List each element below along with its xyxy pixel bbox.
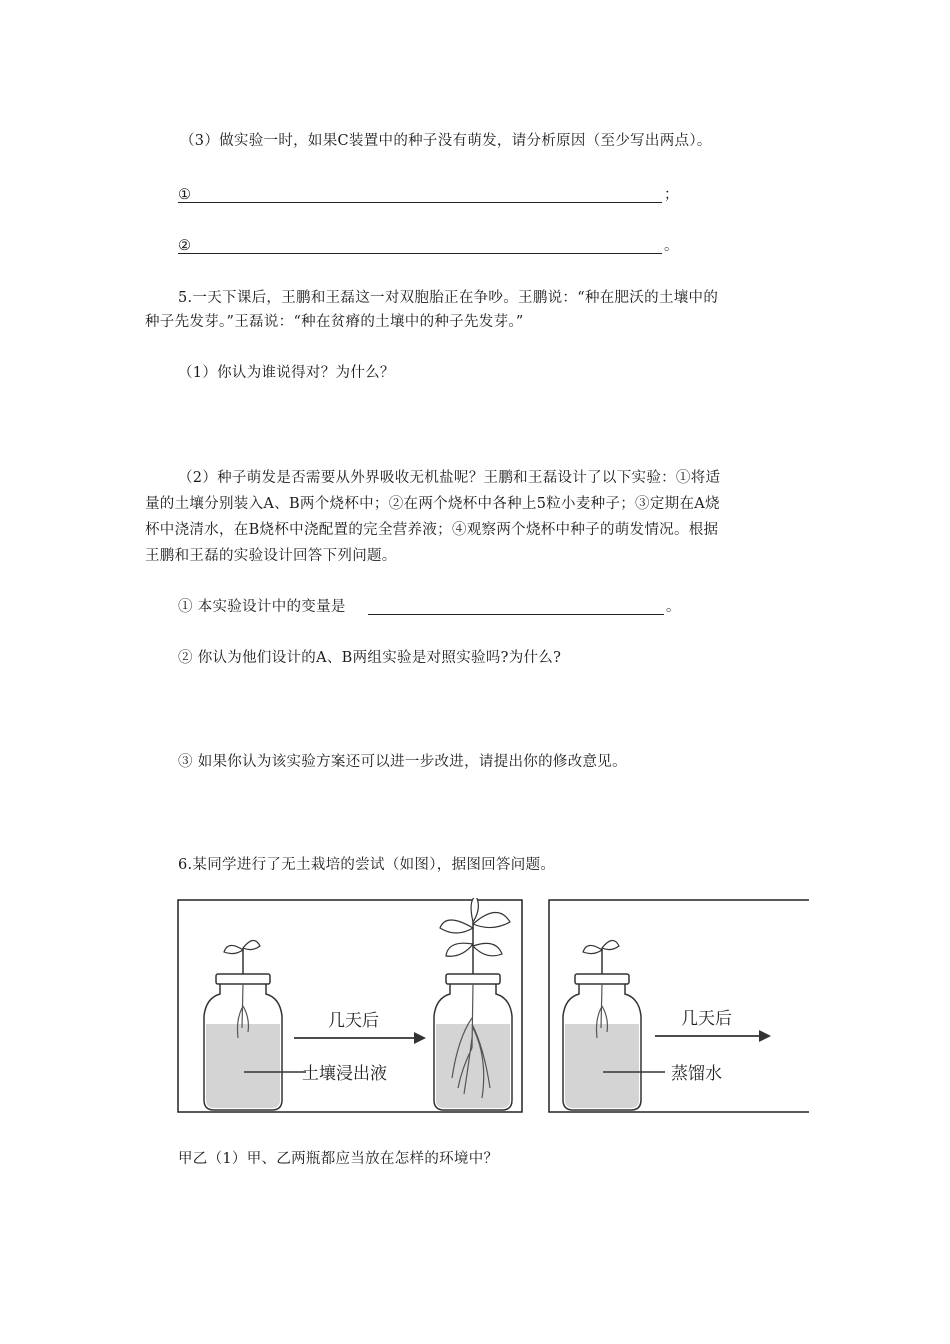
q5-sub2-line2: 量的土壤分别装入A、B两个烧杯中；②在两个烧杯中各种上5粒小麦种子；③定期在A烧 — [145, 496, 720, 512]
q5-item1-end: 。 — [666, 599, 681, 615]
q4-blank1-end: ； — [664, 187, 679, 203]
figure-jar-distilled-water — [547, 898, 809, 1114]
q5-sub2-line3: 杯中浇清水，在B烧杯中浇配置的完全营养液；④观察两个烧杯中种子的萌发情况。根据 — [145, 522, 719, 538]
figure-jar-soil-extract — [176, 898, 524, 1114]
left-solution-label: 土壤浸出液 — [302, 1064, 387, 1084]
q5-item1-blank-line[interactable] — [368, 614, 664, 615]
q5-item1-text: ① 本实验设计中的变量是 — [178, 599, 346, 615]
q6-sub1-text: 甲乙（1）甲、乙两瓶都应当放在怎样的环境中？ — [178, 1151, 499, 1167]
q4-blank1-number: ① — [178, 187, 192, 203]
right-arrow-label: 几天后 — [681, 1009, 732, 1029]
q5-sub1-text: （1）你认为谁说得对？为什么？ — [178, 365, 395, 381]
q5-item3-text: ③ 如果你认为该实验方案还可以进一步改进，请提出你的修改意见。 — [178, 754, 627, 770]
q4-blank1-line[interactable] — [178, 202, 662, 203]
q4-blank2-end: 。 — [664, 238, 679, 254]
q5-intro-line2: 种子先发芽。”王磊说：“种在贫瘠的土壤中的种子先发芽。” — [145, 314, 524, 330]
q6-intro-text: 6.某同学进行了无土栽培的尝试（如图），据图回答问题。 — [178, 857, 556, 873]
q5-item2-text: ② 你认为他们设计的A、B两组实验是对照实验吗?为什么? — [178, 650, 562, 666]
q4-sub3-text: （3）做实验一时，如果C装置中的种子没有萌发，请分析原因（至少写出两点）。 — [180, 133, 712, 149]
right-solution-label: 蒸馏水 — [671, 1064, 722, 1084]
left-arrow-label: 几天后 — [328, 1011, 379, 1031]
q4-blank2-number: ② — [178, 238, 192, 254]
q5-intro-line1: 5.一天下课后，王鹏和王磊这一对双胞胎正在争吵。王鹏说：“种在肥沃的土壤中的 — [178, 290, 719, 306]
q5-sub2-line1: （2）种子萌发是否需要从外界吸收无机盐呢？王鹏和王磊设计了以下实验：①将适 — [178, 470, 721, 486]
q4-blank2-line[interactable] — [178, 253, 662, 254]
q5-sub2-line4: 王鹏和王磊的实验设计回答下列问题。 — [145, 548, 397, 564]
